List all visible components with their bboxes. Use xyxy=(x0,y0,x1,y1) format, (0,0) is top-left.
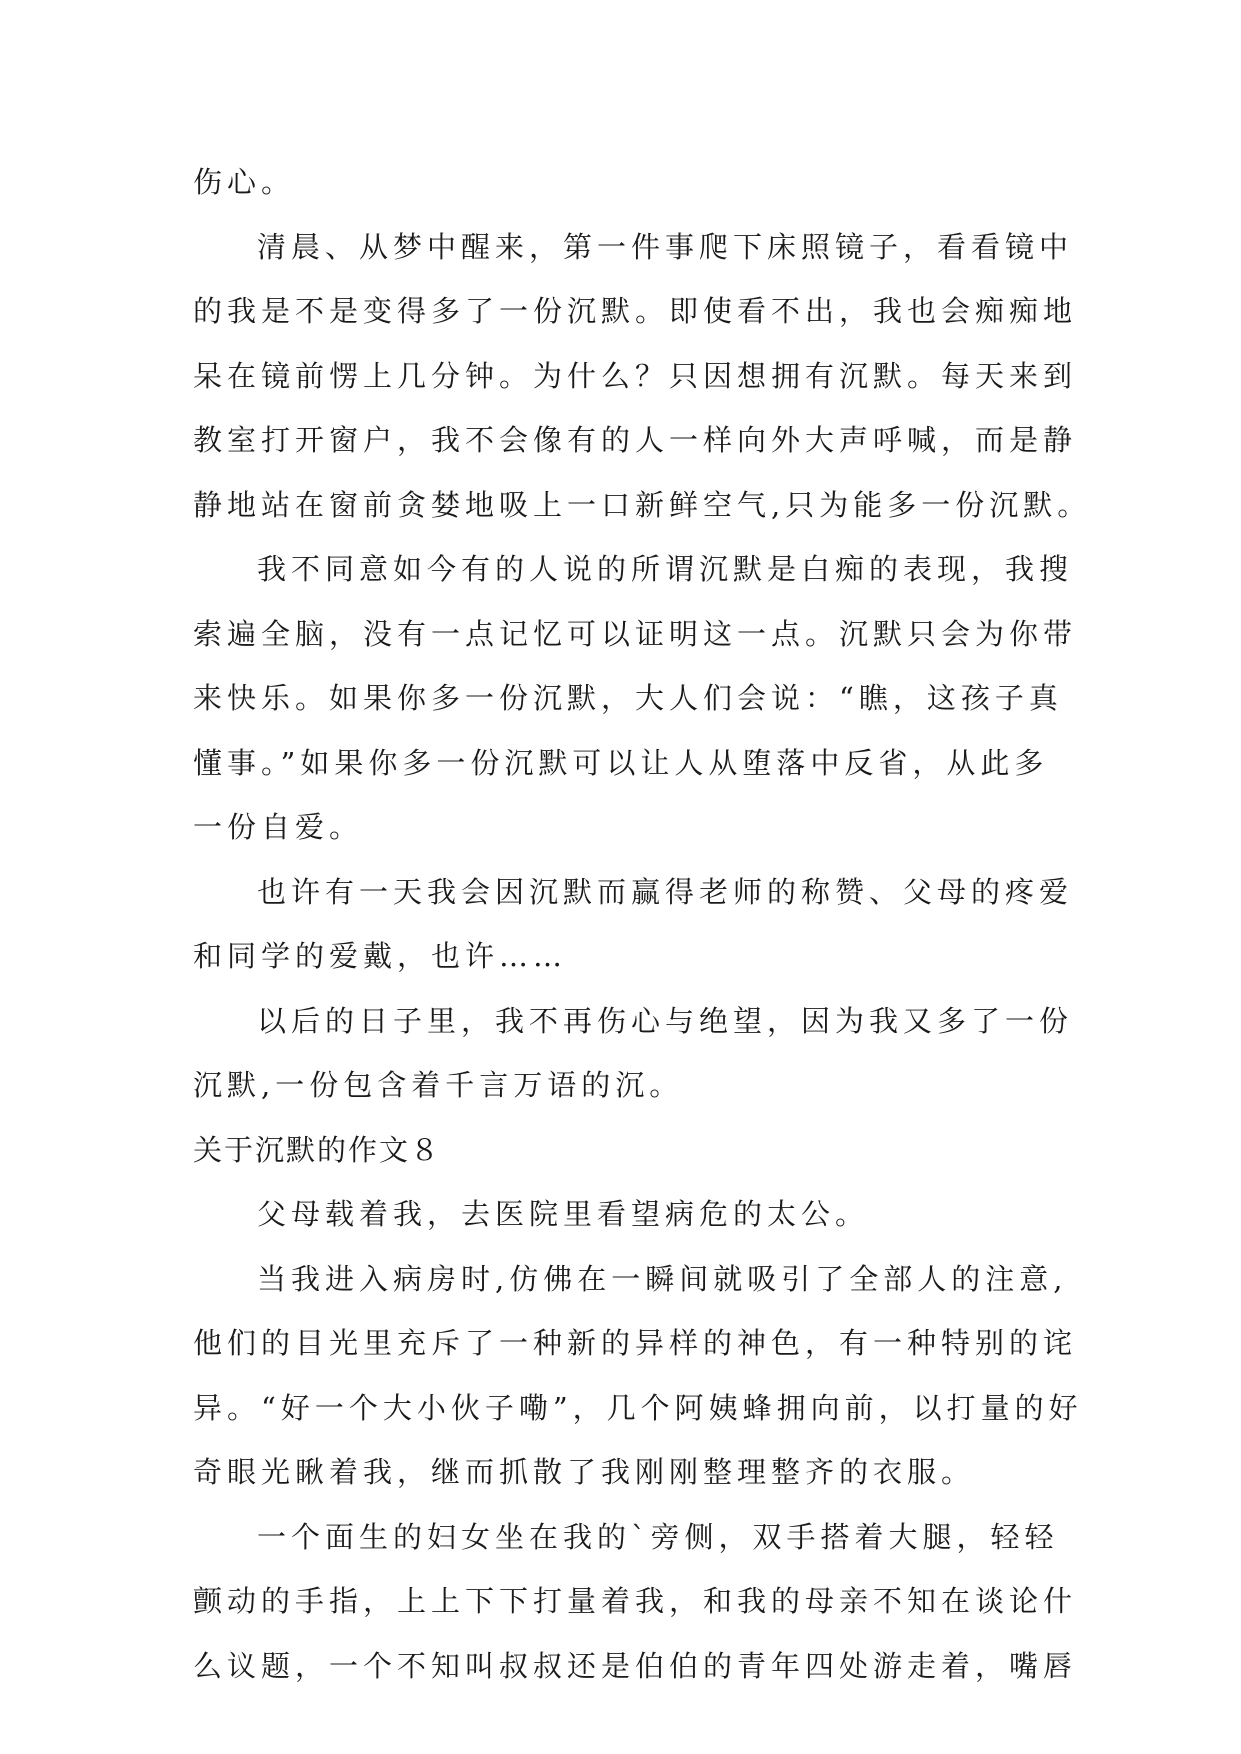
text-line: 教室打开窗户，我不会像有的人一样向外大声呼喊，而是静 xyxy=(193,423,1078,457)
text-line: 异。“好一个大小伙子嘞”，几个阿姨蜂拥向前，以打量的好 xyxy=(193,1390,1083,1425)
paragraph-start-line: 父母载着我，去医院里看望病危的太公。 xyxy=(257,1197,870,1231)
text-line: 索遍全脑，没有一点记忆可以证明这一点。沉默只会为你带 xyxy=(193,616,1078,651)
text-line: 他们的目光里充斥了一种新的异样的神色，有一种特别的诧 xyxy=(193,1326,1078,1360)
text-line: 和同学的爱戴，也许…… xyxy=(193,939,568,973)
paragraph-start-line: 清晨、从梦中醒来，第一件事爬下床照镜子，看看镜中 xyxy=(257,229,1074,264)
text-line: 奇眼光瞅着我，继而抓散了我刚刚整理整齐的衣服。 xyxy=(193,1455,976,1489)
document-page xyxy=(193,150,1092,1698)
text-line: 懂事。”如果你多一份沉默可以让人从堕落中反省，从此多 xyxy=(193,745,1049,780)
text-line: 一份自爱。 xyxy=(193,810,364,844)
section-heading: 关于沉默的作文８ xyxy=(193,1132,442,1167)
text-line: 沉默,一份包含着千言万语的沉。 xyxy=(193,1068,684,1102)
paragraph-start-line: 我不同意如今有的人说的所谓沉默是白痴的表现，我搜 xyxy=(257,552,1074,586)
paragraph-start-line: 一个面生的妇女坐在我的`旁侧，双手搭着大腿，轻轻 xyxy=(257,1519,1059,1554)
text-line: 呆在镜前愣上几分钟。为什么？只因想拥有沉默。每天来到 xyxy=(193,358,1078,393)
paragraph-start-line: 当我进入病房时,仿佛在一瞬间就吸引了全部人的注意, xyxy=(257,1261,1068,1296)
text-line: 颤动的手指，上上下下打量着我，和我的母亲不知在谈论什 xyxy=(193,1584,1078,1618)
text-line: 静地站在窗前贪婪地吸上一口新鲜空气,只为能多一份沉默。 xyxy=(193,487,1092,522)
paragraph-start-line: 以后的日子里，我不再伤心与绝望，因为我又多了一份 xyxy=(257,1003,1074,1038)
paragraph-start-line: 也许有一天我会因沉默而赢得老师的称赞、父母的疼爱 xyxy=(257,874,1074,909)
text-line: 来快乐。如果你多一份沉默，大人们会说：“瞧，这孩子真 xyxy=(193,681,1063,715)
text-line: 的我是不是变得多了一份沉默。即使看不出，我也会痴痴地 xyxy=(193,294,1078,328)
text-line: 伤心。 xyxy=(193,165,296,199)
text-line: 么议题，一个不知叫叔叔还是伯伯的青年四处游走着，嘴唇 xyxy=(193,1648,1078,1683)
